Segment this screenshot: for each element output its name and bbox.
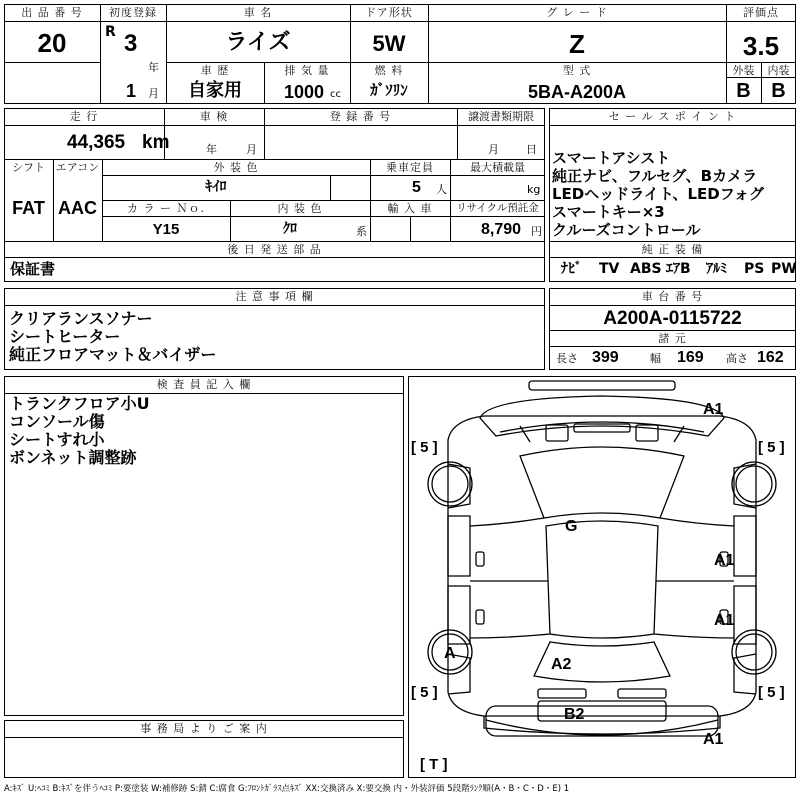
- import-label: 輸 入 車: [387, 202, 433, 215]
- recycle-unit: 円: [531, 225, 542, 238]
- tire-front-left: [ 5 ]: [411, 439, 438, 456]
- damage-mark-roof: G: [565, 518, 578, 535]
- inspector-line-4: ボンネット調整跡: [9, 448, 137, 467]
- inspector-line-3: シートすれ小: [9, 430, 105, 449]
- color-number-value: Y15: [152, 221, 180, 238]
- inspector-line-2: コンソール傷: [9, 412, 105, 431]
- mileage-label: 走 行: [69, 110, 99, 123]
- length-label: 長さ: [556, 352, 578, 365]
- history-label: 車 歴: [200, 64, 230, 77]
- equipment-pw: PW: [771, 261, 797, 277]
- max-load-unit: kg: [527, 183, 541, 196]
- equipment-ps: PS: [744, 261, 765, 277]
- aircon-label: エアコン: [55, 161, 100, 174]
- note-line-1: クリアランスソナー: [9, 309, 153, 328]
- transfer-month-unit: 月: [488, 143, 499, 156]
- model-value: 5BA-A200A: [527, 82, 627, 102]
- equipment-alloy: ｱﾙﾐ: [706, 261, 727, 277]
- inspector-label: 検 査 員 記 入 欄: [156, 378, 252, 391]
- interior-grade: B: [771, 80, 786, 102]
- tire-front-right: [ 5 ]: [758, 439, 785, 456]
- score-value: 3.5: [742, 31, 780, 61]
- door-label: ドア形状: [365, 6, 413, 19]
- mileage-value: 44,365: [67, 132, 126, 153]
- year-unit: 年: [148, 61, 159, 74]
- registration-number-label: 登 録 番 号: [329, 110, 392, 123]
- sales-points-label: セ ー ル ス ポ イ ン ト: [608, 110, 737, 123]
- sales-point-2: 純正ナビ、フルセグ、Bカメラ: [552, 167, 758, 185]
- tire-rear-left: [ 5 ]: [411, 684, 438, 701]
- damage-mark-trunk: B2: [564, 706, 585, 723]
- spare-tire: [ T ]: [420, 756, 448, 773]
- exterior-color-label: 外 装 色: [213, 161, 259, 174]
- note-line-2: シートヒーター: [9, 327, 121, 346]
- exterior-label: 外装: [732, 64, 755, 77]
- chassis-label: 車 台 番 号: [641, 290, 704, 303]
- damage-mark-rear-glass: A2: [551, 656, 572, 673]
- note-line-3: 純正フロアマット＆バイザー: [9, 345, 217, 364]
- first-registration-label: 初度登録: [109, 6, 157, 19]
- recycle-value: 8,790: [481, 221, 522, 238]
- damage-mark-rear-bumper: A1: [703, 731, 724, 748]
- displacement-value: 1000: [284, 82, 325, 102]
- capacity-value: 5: [412, 179, 421, 196]
- aircon-value: AAC: [58, 198, 97, 218]
- damage-mark-right-rear-door: A1: [714, 612, 735, 629]
- spec-label: 諸 元: [658, 332, 687, 345]
- interior-color-unit: 系: [356, 225, 367, 238]
- sales-point-1: スマートアシスト: [552, 149, 671, 167]
- history-value: 自家用: [188, 80, 242, 101]
- shift-label: シフト: [12, 161, 45, 174]
- legend: A:ｷｽﾞ U:ﾍｺﾐ B:ｷｽﾞを伴うﾍｺﾐ P:要塗装 W:補修跡 S:錆 C:腐食 G:ﾌﾛﾝﾄｶﾞﾗｽ点ｷｽﾞ XX:交換済み X:要交換 内・外装評価 5段階ﾗﾝｸ順(A・B・C・D・E) 1: [4, 784, 570, 794]
- notes-label: 注 意 事 項 欄: [235, 290, 314, 303]
- capacity-unit: 人: [436, 183, 447, 196]
- equipment-tv: TV: [599, 261, 620, 277]
- door-value: 5W: [372, 31, 406, 56]
- color-number-label: カ ラ ー Ｎｏ.: [127, 202, 205, 215]
- height-label: 高さ: [726, 352, 748, 365]
- fuel-value: ｶﾞｿﾘﾝ: [370, 81, 408, 99]
- model-label: 型 式: [562, 64, 592, 77]
- interior-color-value: ｸﾛ: [283, 221, 297, 237]
- year-value: 3: [124, 30, 138, 57]
- sales-point-5: クルーズコントロール: [552, 221, 701, 239]
- month-unit: 月: [148, 87, 159, 100]
- displacement-label: 排 気 量: [284, 64, 330, 77]
- sales-point-4: スマートキー×3: [552, 203, 665, 221]
- score-label: 評価点: [743, 6, 779, 19]
- car-name-value: ライズ: [225, 30, 291, 55]
- max-load-label: 最大積載量: [470, 161, 525, 174]
- car-name-label: 車 名: [243, 6, 273, 19]
- equipment-airbag: ｴｱB: [666, 261, 691, 277]
- width-value: 169: [677, 349, 704, 366]
- damage-mark-right-front-door: A1: [714, 552, 735, 569]
- height-value: 162: [757, 349, 784, 366]
- width-label: 幅: [650, 352, 661, 365]
- damage-mark-left-rear-wheel: A: [444, 645, 456, 662]
- tire-rear-right: [ 5 ]: [758, 684, 785, 701]
- grade-value: Z: [569, 29, 585, 59]
- car-diagram: [408, 376, 796, 778]
- shift-value: FAT: [12, 198, 45, 218]
- lot-number-label: 出 品 番 号: [21, 6, 83, 19]
- later-parts-value: 保証書: [10, 260, 56, 278]
- recycle-label: リサイクル預託金: [456, 202, 539, 214]
- capacity-label: 乗車定員: [386, 161, 434, 174]
- inspector-line-1: トランクフロア小U: [9, 394, 150, 413]
- exterior-grade: B: [736, 80, 751, 102]
- fuel-label: 燃 料: [374, 64, 404, 77]
- exterior-color-value: ｷｲﾛ: [205, 179, 227, 195]
- grade-label: グ レ ー ド: [546, 6, 608, 19]
- equipment-label: 純 正 装 備: [641, 243, 704, 256]
- damage-mark-hood: A1: [703, 401, 724, 418]
- equipment-abs: ABS: [630, 261, 662, 277]
- inspection-label: 車 検: [199, 110, 229, 123]
- month-value: 1: [126, 81, 137, 101]
- inspection-month-unit: 月: [246, 143, 257, 156]
- displacement-unit: cc: [330, 89, 341, 100]
- chassis-number: A200A-0115722: [603, 308, 742, 329]
- lot-number-value: 20: [37, 28, 67, 58]
- transfer-day-unit: 日: [526, 143, 537, 156]
- later-parts-label: 後 日 発 送 部 品: [227, 243, 322, 256]
- mileage-unit: km: [142, 132, 170, 153]
- interior-color-label: 内 装 色: [277, 202, 323, 215]
- era-value: R: [105, 24, 116, 40]
- equipment-navi: ﾅﾋﾞ: [561, 261, 582, 277]
- length-value: 399: [592, 349, 619, 366]
- office-label: 事 務 局 よ り ご 案 内: [140, 722, 268, 735]
- inspection-year-unit: 年: [206, 143, 217, 156]
- interior-label: 内装: [767, 64, 790, 77]
- transfer-docs-label: 譲渡書類期限: [468, 110, 534, 123]
- sales-point-3: LEDヘッドライト、LEDフォグ: [552, 185, 764, 203]
